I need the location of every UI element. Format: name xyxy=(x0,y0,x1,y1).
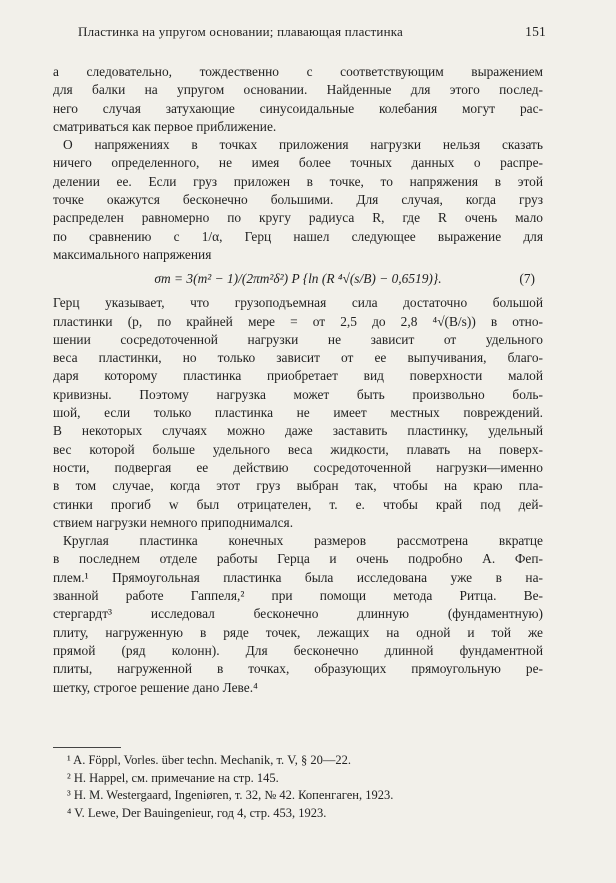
footnote: ² H. Happel, см. примечание на стр. 145. xyxy=(67,770,279,785)
text-line: в последнем отделе работы Герца и очень подробно А. Феп- xyxy=(53,551,543,567)
text-line: а следовательно, тождественно с соответствующим выражением xyxy=(53,64,543,79)
text-line: максимального напряжения xyxy=(53,246,212,262)
text-line: даря которому пластинка приобретает вид поверхности малой xyxy=(53,368,543,384)
text-line: званной работе Гаппеля,² при помощи метода Ритца. Ве- xyxy=(53,588,543,604)
text-line: шой, если только пластинка не имеет местных повреждений. xyxy=(53,405,543,421)
text-line: шении сосредоточенной нагрузки не зависит от удельного xyxy=(53,331,543,347)
text-line: шетку, строгое решение дано Леве.⁴ xyxy=(53,679,258,695)
page-number: 151 xyxy=(525,24,546,39)
text-line: для балки на упругом основании. Найденные для этого послед- xyxy=(53,82,543,98)
text-line: сматриваться как первое приближение. xyxy=(53,118,277,134)
text-line: плем.¹ Прямоугольная пластинка была исследована уже в на- xyxy=(53,569,543,585)
footnote: ⁴ V. Lewe, Der Bauingenieur, год 4, стр. 453, 1923. xyxy=(67,805,327,820)
text-line: пластинки (p, по крайней мере = от 2,5 до 2,8 ⁴√(B/s)) в отно- xyxy=(53,313,543,329)
text-line: точке окажутся бесконечно большими. Для случая, когда груз xyxy=(53,192,543,208)
text-line: вес которой больше удельного веса жидкости, плавать на поверх- xyxy=(53,441,543,457)
text-line: плиту, нагруженную в ряде точек, лежащих на одной и той же xyxy=(53,624,543,640)
text-line: по сравнению с 1/α, Герц нашел следующее выражение для xyxy=(53,228,543,244)
text-line: ности, подвергая ее действию сосредоточенной нагрузки—именно xyxy=(53,459,543,475)
text-line: ничего определенного, не имея более точных данных о распре- xyxy=(53,155,543,171)
formula-text: σm = 3(m² − 1)/(2πm²δ²) P {ln (R ⁴√(s/B) − 0,6519)}. xyxy=(154,271,442,287)
footnote-divider xyxy=(53,747,121,748)
text-line: ствием нагрузки немного приподнимался. xyxy=(53,514,294,530)
text-line: стинки прогиб w был отрицателен, т. е. чтобы край под дей- xyxy=(53,496,543,512)
text-line: делении ее. Если груз приложен в точке, то напряжения в этой xyxy=(53,173,543,189)
text-line: в том случае, когда этот груз выбран так, чтобы на краю пла- xyxy=(53,478,543,494)
text-line: О напряжениях в точках приложения нагрузки нельзя сказать xyxy=(63,137,543,153)
formula-7 xyxy=(53,264,543,294)
text-line: Круглая пластинка конечных размеров рассмотрена вкратце xyxy=(63,533,543,549)
text-line: плиты, нагруженной в точках, образующих прямоугольную ре- xyxy=(53,661,543,677)
text-line: распределен равномерно по кругу радиуса R, где R очень мало xyxy=(53,210,543,226)
footnote: ¹ A. Föppl, Vorles. über techn. Mechanik, т. V, § 20—22. xyxy=(67,753,351,767)
text-line: стергардт³ исследовал бесконечно длинную (фундаментную) xyxy=(53,606,543,622)
text-line: кривизны. Поэтому нагрузка может быть произвольно боль- xyxy=(53,386,543,402)
text-line: веса пластинки, но только зависит от ее выпучивания, благо- xyxy=(53,350,543,366)
text-line: В некоторых случаях можно даже заставить пластинку, удельный xyxy=(53,423,543,439)
page-header xyxy=(78,24,546,40)
text-line: него случая затухающие синусоидальные колебания могут рас- xyxy=(53,100,543,116)
text-line: прямой (ряд колонн). Для бесконечно длинной фундаментной xyxy=(53,642,543,658)
main-text xyxy=(53,63,543,697)
footnote: ³ H. M. Westergaard, Ingeniøren, т. 32, № 42. Копенгаген, 1923. xyxy=(67,788,394,802)
equation-number: (7) xyxy=(519,271,535,287)
running-title: Пластинка на упругом основании; плавающая пластинка xyxy=(78,24,404,39)
footnotes xyxy=(53,752,543,822)
text-line: Герц указывает, что грузоподъемная сила достаточно большой xyxy=(53,295,543,311)
